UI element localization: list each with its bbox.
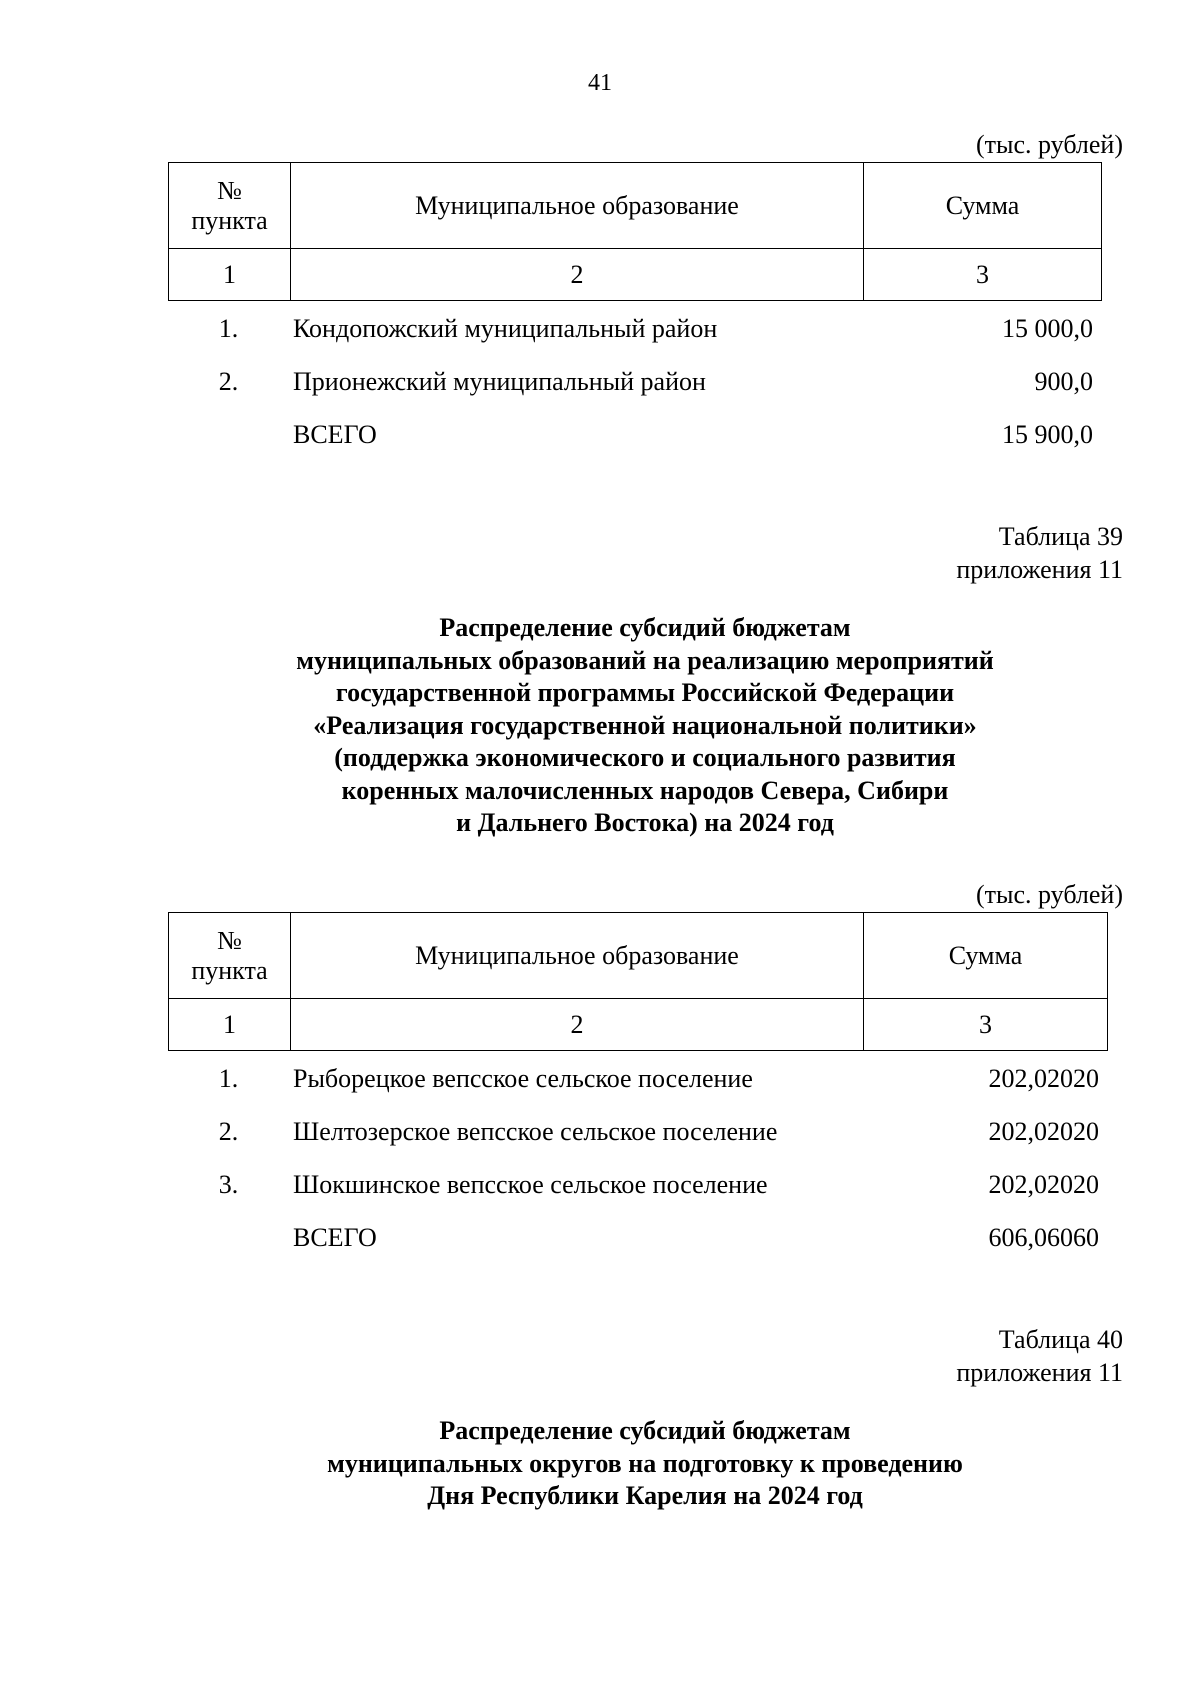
row-municipality: Шокшинское вепсское сельское поселение (293, 1170, 768, 1199)
table-header (168, 162, 1102, 301)
title-line: и Дальнего Востока) на 2024 год (456, 808, 834, 837)
row-number: 2. (218, 1117, 239, 1146)
header-sum: Сумма (864, 163, 1102, 249)
row-number: 1. (218, 314, 239, 343)
title-line: муниципальных образований на реализацию мероприятий (296, 645, 994, 675)
row-number: 1. (218, 1064, 239, 1093)
index-cell: 3 (864, 999, 1108, 1051)
header-municipality: Муниципальное образование (291, 163, 864, 249)
title-line: Дня Республики Карелия на 2024 год (427, 1481, 863, 1510)
index-cell: 1 (169, 249, 291, 301)
row-municipality: Шелтозерское вепсское сельское поселение (293, 1117, 778, 1146)
row-sum: 606,06060 (988, 1223, 1099, 1252)
title-line: коренных малочисленных народов Севера, Сибири (341, 775, 949, 805)
page-number: 41 (588, 70, 612, 96)
header-number: № пункта (169, 913, 291, 999)
table-ref-line: Таблица 39 (998, 522, 1123, 551)
title-line: муниципальных округов на подготовку к проведению (327, 1448, 963, 1478)
row-number: 3. (218, 1170, 239, 1199)
title-line: «Реализация государственной национальной политики» (313, 710, 977, 740)
table-ref-line: Таблица 40 (998, 1325, 1123, 1354)
row-sum: 202,02020 (988, 1170, 1099, 1199)
row-sum: 15 900,0 (1002, 420, 1093, 449)
table-header (168, 912, 1108, 1051)
table-39-title (0, 612, 1200, 840)
row-municipality: Прионежский муниципальный район (293, 367, 706, 396)
index-cell: 1 (169, 999, 291, 1051)
index-cell: 3 (864, 249, 1102, 301)
index-cell: 2 (291, 999, 864, 1051)
row-sum: 15 000,0 (1002, 314, 1093, 343)
header-municipality: Муниципальное образование (291, 913, 864, 999)
table-ref-line: приложения 11 (956, 1358, 1123, 1387)
units-label: (тыс. рублей) (975, 130, 1123, 159)
title-line: Распределение субсидий бюджетам (439, 613, 851, 642)
row-municipality: Рыборецкое вепсское сельское поселение (293, 1064, 753, 1093)
row-municipality: Кондопожский муниципальный район (293, 314, 718, 343)
row-sum: 202,02020 (988, 1117, 1099, 1146)
title-line: Распределение субсидий бюджетам (439, 1416, 851, 1445)
row-sum: 202,02020 (988, 1064, 1099, 1093)
row-sum: 900,0 (1034, 367, 1093, 396)
table-ref-line: приложения 11 (956, 555, 1123, 584)
row-number: 2. (218, 367, 239, 396)
table-40-reference (956, 1323, 1123, 1389)
row-municipality: ВСЕГО (293, 420, 377, 449)
title-line: государственной программы Российской Федерации (335, 678, 955, 707)
table-39-reference (956, 520, 1123, 586)
header-sum: Сумма (864, 913, 1108, 999)
table-40-title (0, 1415, 1200, 1513)
header-number: № пункта (169, 163, 291, 249)
units-label: (тыс. рублей) (975, 880, 1123, 909)
index-cell: 2 (291, 249, 864, 301)
row-municipality: ВСЕГО (293, 1223, 377, 1252)
title-line: (поддержка экономического и социального развития (334, 743, 956, 772)
